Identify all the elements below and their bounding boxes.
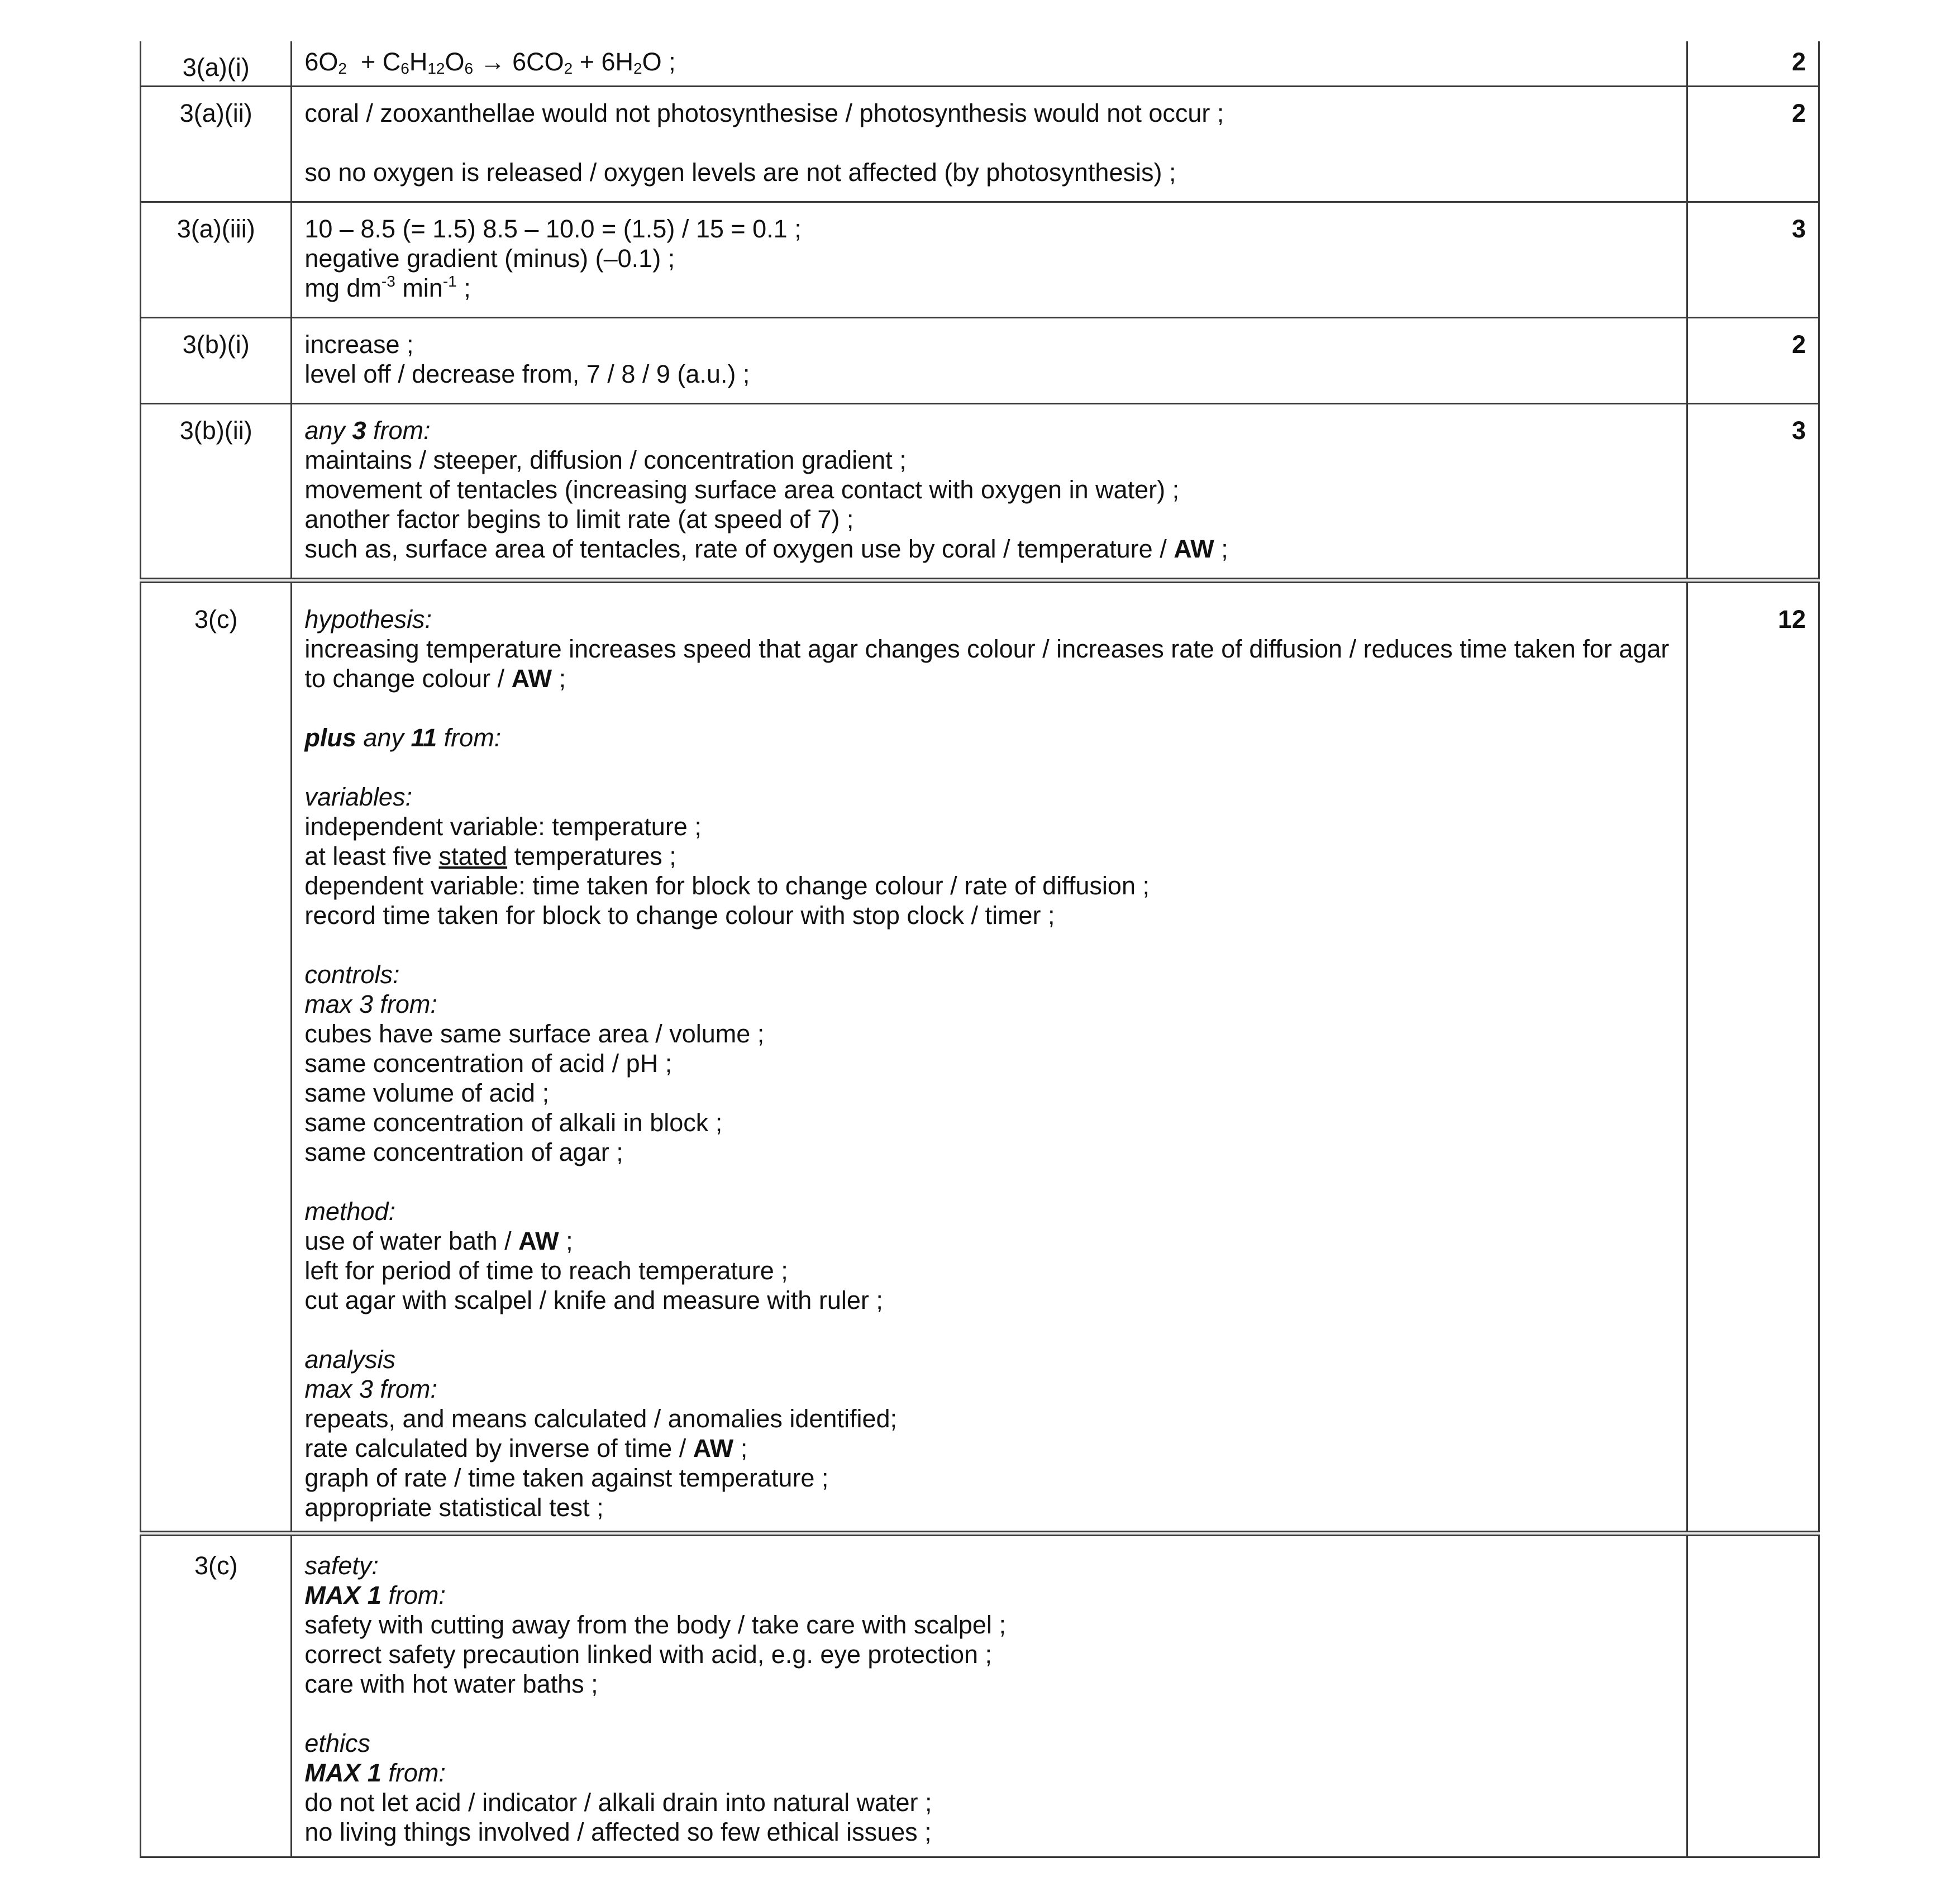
answer-line: dependent variable: time taken for block to change colour / rate of diffusion ; bbox=[304, 871, 1150, 900]
any-from-heading: any 3 from: bbox=[304, 416, 431, 445]
question-number: 3(a)(ii) bbox=[141, 87, 292, 202]
question-number: 3(c) bbox=[141, 1536, 292, 1857]
answer-line: graph of rate / time taken against temperature ; bbox=[304, 1464, 829, 1492]
answer-line: use of water bath / AW ; bbox=[304, 1227, 573, 1255]
plus-any-heading: plus any 11 from: bbox=[304, 723, 502, 752]
answer-line: such as, surface area of tentacles, rate of oxygen use by coral / temperature / AW ; bbox=[304, 535, 1228, 563]
answer-cell bbox=[292, 318, 1687, 404]
ethics-heading: ethics bbox=[304, 1729, 370, 1757]
mark-scheme-table-3 bbox=[140, 1536, 1820, 1858]
answer-line: at least five stated temperatures ; bbox=[304, 842, 676, 870]
table-row bbox=[141, 318, 1819, 404]
marks-cell: 2 bbox=[1687, 318, 1819, 404]
equation: $6O_2 + C_6H_{12}O_6 \to 6CO_2 + 6H_2O$ ; bbox=[304, 47, 676, 77]
answer-line: negative gradient (minus) (–0.1) ; bbox=[304, 244, 675, 273]
answer-cell bbox=[292, 41, 1687, 87]
answer-line: care with hot water baths ; bbox=[304, 1670, 598, 1698]
table-row bbox=[141, 41, 1819, 87]
table-row bbox=[141, 202, 1819, 318]
controls-heading: controls: bbox=[304, 960, 400, 989]
answer-line: record time taken for block to change colour with stop clock / timer ; bbox=[304, 901, 1055, 930]
question-number: 3(a)(i) bbox=[141, 41, 292, 87]
question-number: 3(b)(i) bbox=[141, 318, 292, 404]
answer-line: rate calculated by inverse of time / AW ; bbox=[304, 1434, 748, 1462]
controls-max: max 3 from: bbox=[304, 990, 437, 1018]
table-row bbox=[141, 1536, 1819, 1857]
arrow-icon: → bbox=[473, 47, 513, 76]
answer-cell bbox=[292, 202, 1687, 318]
question-number: 3(c) bbox=[141, 583, 292, 1532]
answer-line: another factor begins to limit rate (at speed of 7) ; bbox=[304, 505, 854, 533]
answer-line: repeats, and means calculated / anomalies identified; bbox=[304, 1404, 898, 1433]
answer-line: same concentration of alkali in block ; bbox=[304, 1108, 723, 1137]
variables-heading: variables: bbox=[304, 783, 412, 811]
safety-max: MAX 1 from: bbox=[304, 1581, 446, 1609]
answer-line: safety with cutting away from the body / take care with scalpel ; bbox=[304, 1611, 1006, 1639]
answer-line: no living things involved / affected so few ethical issues ; bbox=[304, 1818, 932, 1846]
answer-line: left for period of time to reach temperature ; bbox=[304, 1256, 788, 1285]
marks-cell: 3 bbox=[1687, 202, 1819, 318]
safety-heading: safety: bbox=[304, 1551, 379, 1580]
answer-line: increasing temperature increases speed that agar changes colour / increases rate of diffusion / reduces time taken for agar bbox=[304, 635, 1670, 663]
answer-line: same volume of acid ; bbox=[304, 1079, 550, 1107]
mark-scheme-table-2 bbox=[140, 583, 1820, 1533]
question-number: 3(a)(iii) bbox=[141, 202, 292, 318]
units-line: mg $dm^{-3}$ $\min^{-1}$ ; bbox=[304, 273, 471, 302]
question-number: 3(b)(ii) bbox=[141, 404, 292, 579]
answer-line: level off / decrease from, 7 / 8 / 9 (a.u.) ; bbox=[304, 360, 750, 388]
table-row bbox=[141, 404, 1819, 579]
answer-line: same concentration of acid / pH ; bbox=[304, 1049, 673, 1078]
answer-line: cubes have same surface area / volume ; bbox=[304, 1019, 765, 1048]
table-row bbox=[141, 583, 1819, 1532]
marks-cell: 2 bbox=[1687, 87, 1819, 202]
analysis-max: max 3 from: bbox=[304, 1375, 437, 1403]
answer-line: increase ; bbox=[304, 330, 414, 359]
answer-line: do not let acid / indicator / alkali drain into natural water ; bbox=[304, 1788, 932, 1817]
mark-scheme-table-1 bbox=[140, 41, 1820, 579]
answer-line: correct safety precaution linked with acid, e.g. eye protection ; bbox=[304, 1640, 993, 1669]
marks-cell: 12 bbox=[1687, 583, 1819, 1532]
marks-cell: 2 bbox=[1687, 41, 1819, 87]
answer-line: maintains / steeper, diffusion / concentration gradient ; bbox=[304, 446, 907, 474]
answer-line: to change colour / AW ; bbox=[304, 664, 566, 693]
answer-cell bbox=[292, 87, 1687, 202]
method-heading: method: bbox=[304, 1197, 395, 1226]
answer-line: movement of tentacles (increasing surface area contact with oxygen in water) ; bbox=[304, 475, 1180, 504]
section-separator bbox=[140, 1531, 1820, 1536]
answer-cell bbox=[292, 1536, 1687, 1857]
answer-line: 10 – 8.5 (= 1.5) 8.5 – 10.0 = (1.5) / 15 = 0.1 ; bbox=[304, 215, 802, 243]
analysis-heading: analysis bbox=[304, 1345, 395, 1374]
answer-line: coral / zooxanthellae would not photosynthesise / photosynthesis would not occur ; bbox=[304, 99, 1224, 127]
answer-cell bbox=[292, 583, 1687, 1532]
marks-cell: 3 bbox=[1687, 404, 1819, 579]
answer-line: appropriate statistical test ; bbox=[304, 1493, 604, 1522]
answer-line: cut agar with scalpel / knife and measure with ruler ; bbox=[304, 1286, 883, 1314]
ethics-max: MAX 1 from: bbox=[304, 1759, 446, 1787]
marks-cell bbox=[1687, 1536, 1819, 1857]
section-separator bbox=[140, 578, 1820, 583]
table-row bbox=[141, 87, 1819, 202]
answer-line: same concentration of agar ; bbox=[304, 1138, 623, 1166]
answer-line: so no oxygen is released / oxygen levels are not affected (by photosynthesis) ; bbox=[304, 158, 1176, 187]
answer-cell bbox=[292, 404, 1687, 579]
answer-line: independent variable: temperature ; bbox=[304, 812, 702, 841]
hypothesis-heading: hypothesis: bbox=[304, 605, 432, 633]
